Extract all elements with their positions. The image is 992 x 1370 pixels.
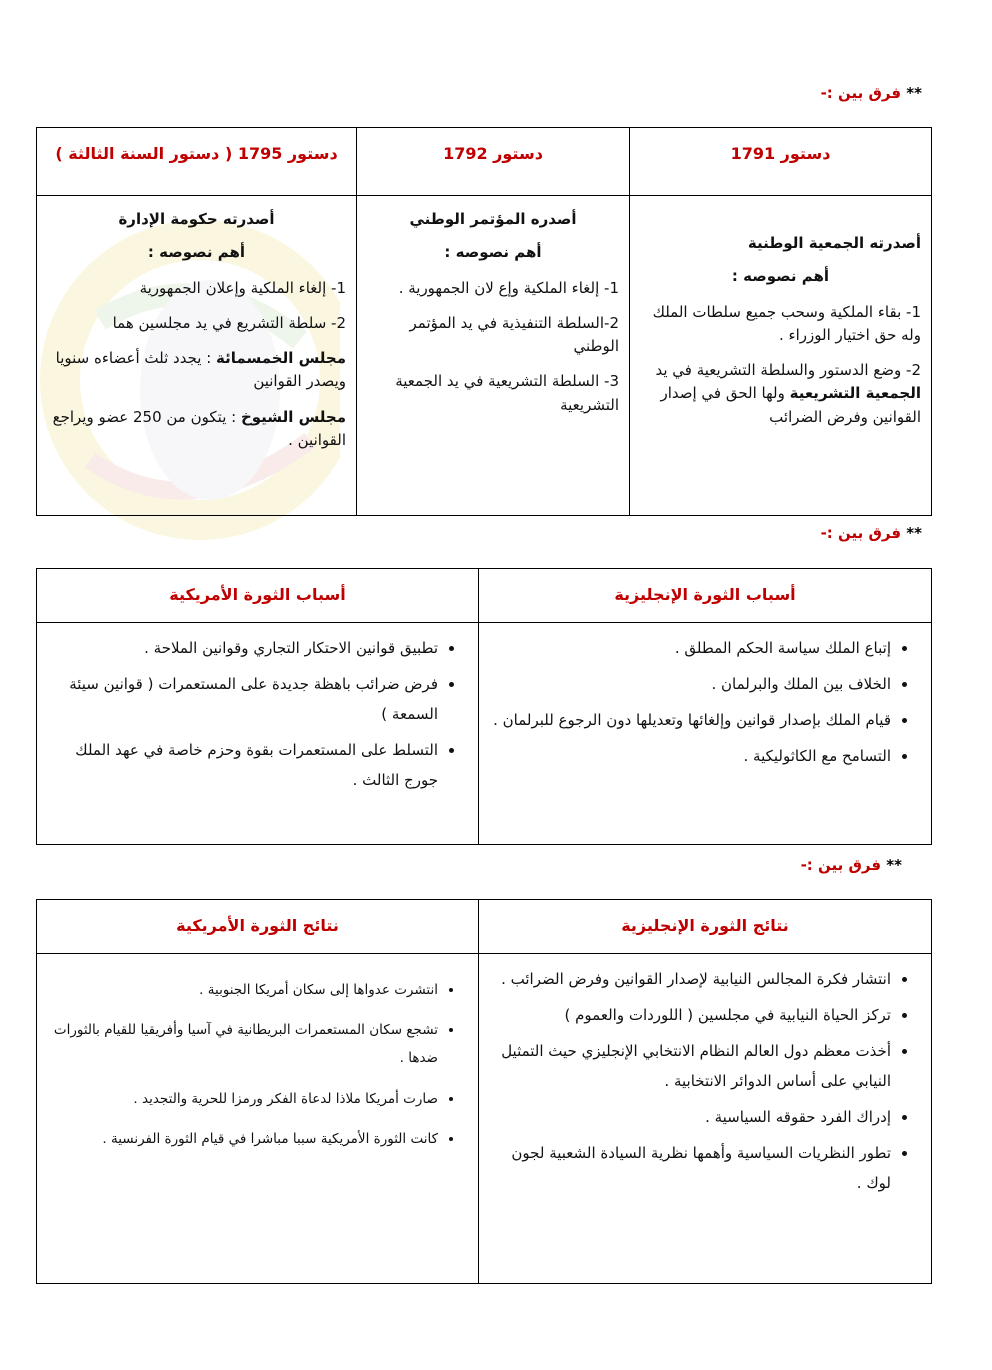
cell-1792: أصدره المؤتمر الوطني أهم نصوصه : 1- إلغاء الملكية وإع لان الجمهورية . 2-السلطة التنفيذية في يد المؤتمر الوطني 3- السلطة التشريعية في يد الجمعية التشريعية: [357, 196, 630, 516]
constitutions-table: [36, 127, 932, 516]
cell-english-results: [479, 953, 932, 1283]
list-item: • التسلط على المستعمرات بقوة وحزم خاصة في عهد الملك جورج الثالث .: [47, 735, 438, 795]
list-item: • قيام الملك بإصدار قوانين وإلغائها وتعديلها دون الرجوع للبرلمان .: [489, 705, 891, 735]
list-item: • فرض ضرائب باهظة جديدة على المستعمرات ( قوانين سيئة السمعة ): [47, 669, 438, 729]
header-1792: دستور 1792: [357, 128, 630, 196]
list-item: • تطبيق قوانين الاحتكار التجاري وقوانين الملاحة .: [47, 633, 438, 663]
list-item: • تشجع سكان المستعمرات البريطانية في آسيا وأفريقيا للقيام بالثورات ضدها .: [47, 1016, 438, 1073]
section-heading: ** فرق بين :-: [820, 84, 922, 102]
header-english-causes: أسباب الثورة الإنجليزية: [479, 569, 932, 623]
list-item: • إدراك الفرد حقوقه السياسية .: [489, 1102, 891, 1132]
results-table: [36, 899, 932, 1284]
list-item: • التسامح مع الكاثوليكية .: [489, 741, 891, 771]
cell-1791: أصدرته الجمعية الوطنية أهم نصوصه : 1- بقاء الملكية وسحب جميع سلطات الملك وله حق اختيار الوزراء . 2- وضع الدستور والسلطة التشريعية في يد الجمعية التشريعية ولها الحق في إصدار القوانين وفرض الضرائب: [630, 196, 932, 516]
cell-english-causes: [479, 623, 932, 845]
list-item: • كانت الثورة الأمريكية سببا مباشرا في قيام الثورة الفرنسية .: [47, 1125, 438, 1153]
cell-american-results: [37, 953, 479, 1283]
header-american-causes: أسباب الثورة الأمريكية: [37, 569, 479, 623]
header-1791: دستور 1791: [630, 128, 932, 196]
cell-1795: أصدرته حكومة الإدارة أهم نصوصه : 1- إلغاء الملكية وإعلان الجمهورية 2- سلطة التشريع في يد مجلسين هما مجلس الخمسمائة : يجدد ثلث أعضاءه سنويا ويصدر القوانين مجلس الشيوخ : يتكون من 250 عضو ويراجع القوانين .: [37, 196, 357, 516]
list-item: • أخذت معظم دول العالم النظام الانتخابي الإنجليزي حيث التمثيل النيابي على أساس الدوائر الانتخابية .: [489, 1036, 891, 1096]
section-heading: ** فرق بين :-: [820, 524, 922, 542]
list-item: • الخلاف بين الملك والبرلمان .: [489, 669, 891, 699]
list-item: • تركز الحياة النيابية في مجلسين ( اللوردات والعموم ): [489, 1000, 891, 1030]
section-heading: ** فرق بين :-: [800, 856, 902, 874]
header-american-results: نتائج الثورة الأمريكية: [37, 900, 479, 954]
cell-american-causes: [37, 623, 479, 845]
causes-table: [36, 568, 932, 845]
list-item: • تطور النظريات السياسية وأهمها نظرية السيادة الشعبية لجون لوك .: [489, 1138, 891, 1198]
list-item: • انتشار فكرة المجالس النيابية لإصدار القوانين وفرض الضرائب .: [489, 964, 891, 994]
list-item: • انتشرت عدواها إلى سكان أمريكا الجنوبية .: [47, 976, 438, 1004]
list-item: • إتباع الملك سياسة الحكم المطلق .: [489, 633, 891, 663]
header-1795: دستور 1795 ( دستور السنة الثالثة ): [37, 128, 357, 196]
header-english-results: نتائج الثورة الإنجليزية: [479, 900, 932, 954]
list-item: • صارت أمريكا ملاذا لدعاة الفكر ورمزا للحرية والتجديد .: [47, 1085, 438, 1113]
